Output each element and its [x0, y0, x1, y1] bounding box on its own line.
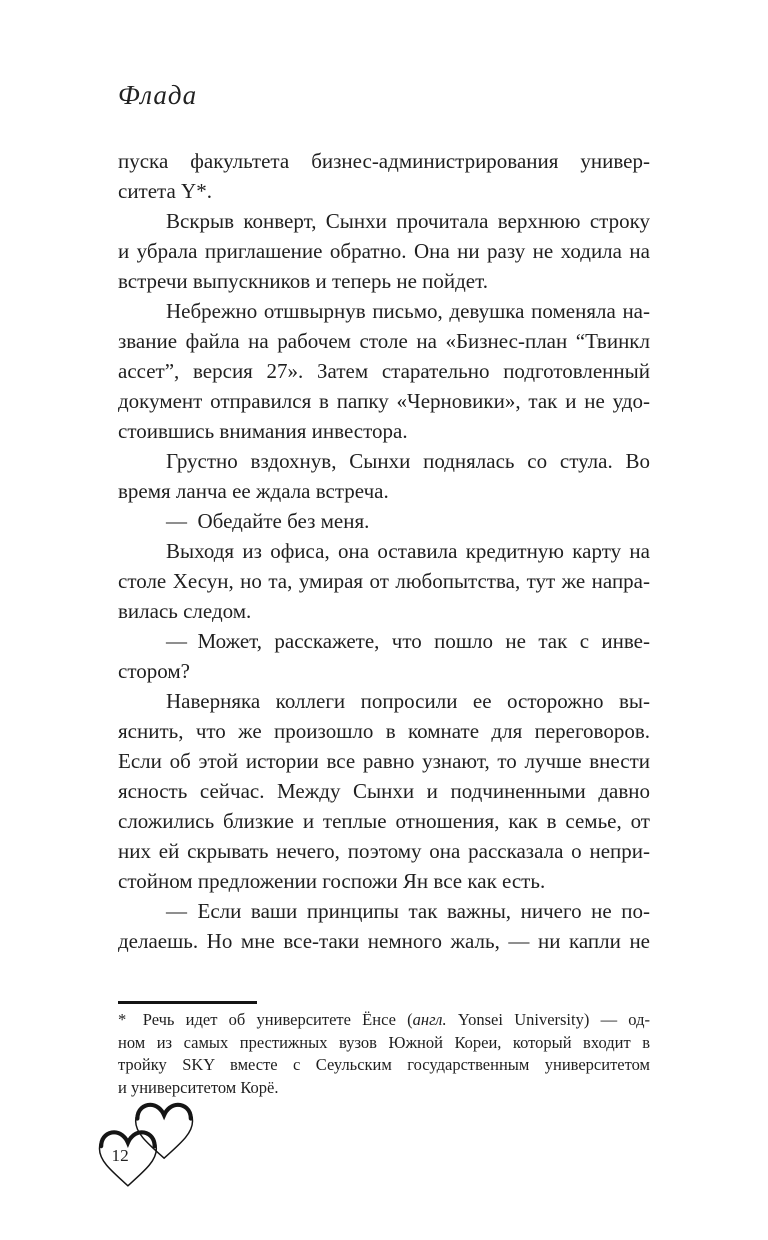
body-text — [118, 146, 650, 956]
footnote — [118, 1009, 650, 1099]
front-heart-icon — [99, 1132, 156, 1185]
footnote-line: тройку SKY вместе с Сеульским государственным университетом — [118, 1055, 650, 1074]
text-line: пуска факультета бизнес-администрирования универ- — [118, 149, 650, 173]
paragraph-1 — [118, 146, 650, 206]
paragraph-8 — [118, 686, 650, 896]
text-line: Грустно вздохнув, Сынхи поднялась со стула. Во — [166, 449, 650, 473]
text-line: стоившись внимания инвестора. — [118, 419, 408, 443]
text-line: них ей скрывать нечего, поэтому она рассказала о непри- — [118, 839, 650, 863]
footnote-text: Yonsei University) — од- — [446, 1010, 650, 1029]
footnote-line: и университетом Корё. — [118, 1077, 279, 1097]
text-line: ситета Y*. — [118, 179, 212, 203]
text-line: Выходя из офиса, она оставила кредитную карту на — [166, 539, 650, 563]
text-line: Если об этой истории все равно узнают, то лучше внести — [118, 749, 650, 773]
paragraph-4 — [118, 446, 650, 506]
text-line: Наверняка коллеги попросили ее осторожно вы- — [166, 689, 650, 713]
text-line: — Обедайте без меня. — [166, 509, 370, 533]
text-line: ясность сейчас. Между Сынхи и подчиненными давно — [118, 779, 650, 803]
footnote-line — [118, 1009, 650, 1032]
footnote-divider — [118, 1001, 257, 1004]
paragraph-7-dialogue — [118, 626, 650, 686]
text-line: столе Хесун, но та, умирая от любопытства, тут же напра- — [118, 569, 650, 593]
text-line: Вскрыв конверт, Сынхи прочитала верхнюю строку — [166, 209, 650, 233]
page-number: 12 — [111, 1145, 129, 1165]
paragraph-3 — [118, 296, 650, 446]
paragraph-5-dialogue — [118, 506, 650, 536]
paragraph-6 — [118, 536, 650, 626]
text-line: стойном предложении госпожи Ян все как есть. — [118, 869, 546, 893]
paragraph-2 — [118, 206, 650, 296]
text-line: документ отправился в папку «Черновики», так и не удо- — [118, 389, 650, 413]
hearts-logo — [90, 1096, 202, 1198]
footnote-italic-lang: англ. — [412, 1010, 447, 1029]
text-line: делаешь. Но мне все-таки немного жаль, — ни капли не — [118, 929, 650, 953]
text-line: ассет”, версия 27». Затем старательно подготовленный — [118, 359, 650, 383]
text-line: встречи выпускников и теперь не пойдет. — [118, 269, 488, 293]
text-line: время ланча ее ждала встреча. — [118, 479, 389, 503]
text-line: и убрала приглашение обратно. Она ни разу не ходила на — [118, 239, 650, 263]
text-line: звание файла на рабочем столе на «Бизнес-план “Твинкл — [118, 329, 650, 353]
text-line: сложились близкие и теплые отношения, как в семье, от — [118, 809, 650, 833]
text-line: стором? — [118, 659, 190, 683]
footnote-line: ном из самых престижных вузов Южной Кореи, который входит в — [118, 1032, 650, 1052]
text-line: — Если ваши принципы так важны, ничего не по- — [166, 899, 650, 923]
running-header-author: Флада — [118, 80, 198, 110]
paragraph-9-dialogue — [118, 896, 650, 956]
text-line: — Может, расскажете, что пошло не так с инве- — [166, 629, 650, 653]
two-hearts-icon — [90, 1096, 202, 1198]
text-line: Небрежно отшвырнув письмо, девушка поменяла на- — [166, 299, 650, 323]
text-line: вилась следом. — [118, 599, 252, 623]
text-line: яснить, что же произошло в комнате для переговоров. — [118, 719, 650, 743]
footnote-text: * Речь идет об университете Ёнсе ( — [118, 1010, 413, 1029]
